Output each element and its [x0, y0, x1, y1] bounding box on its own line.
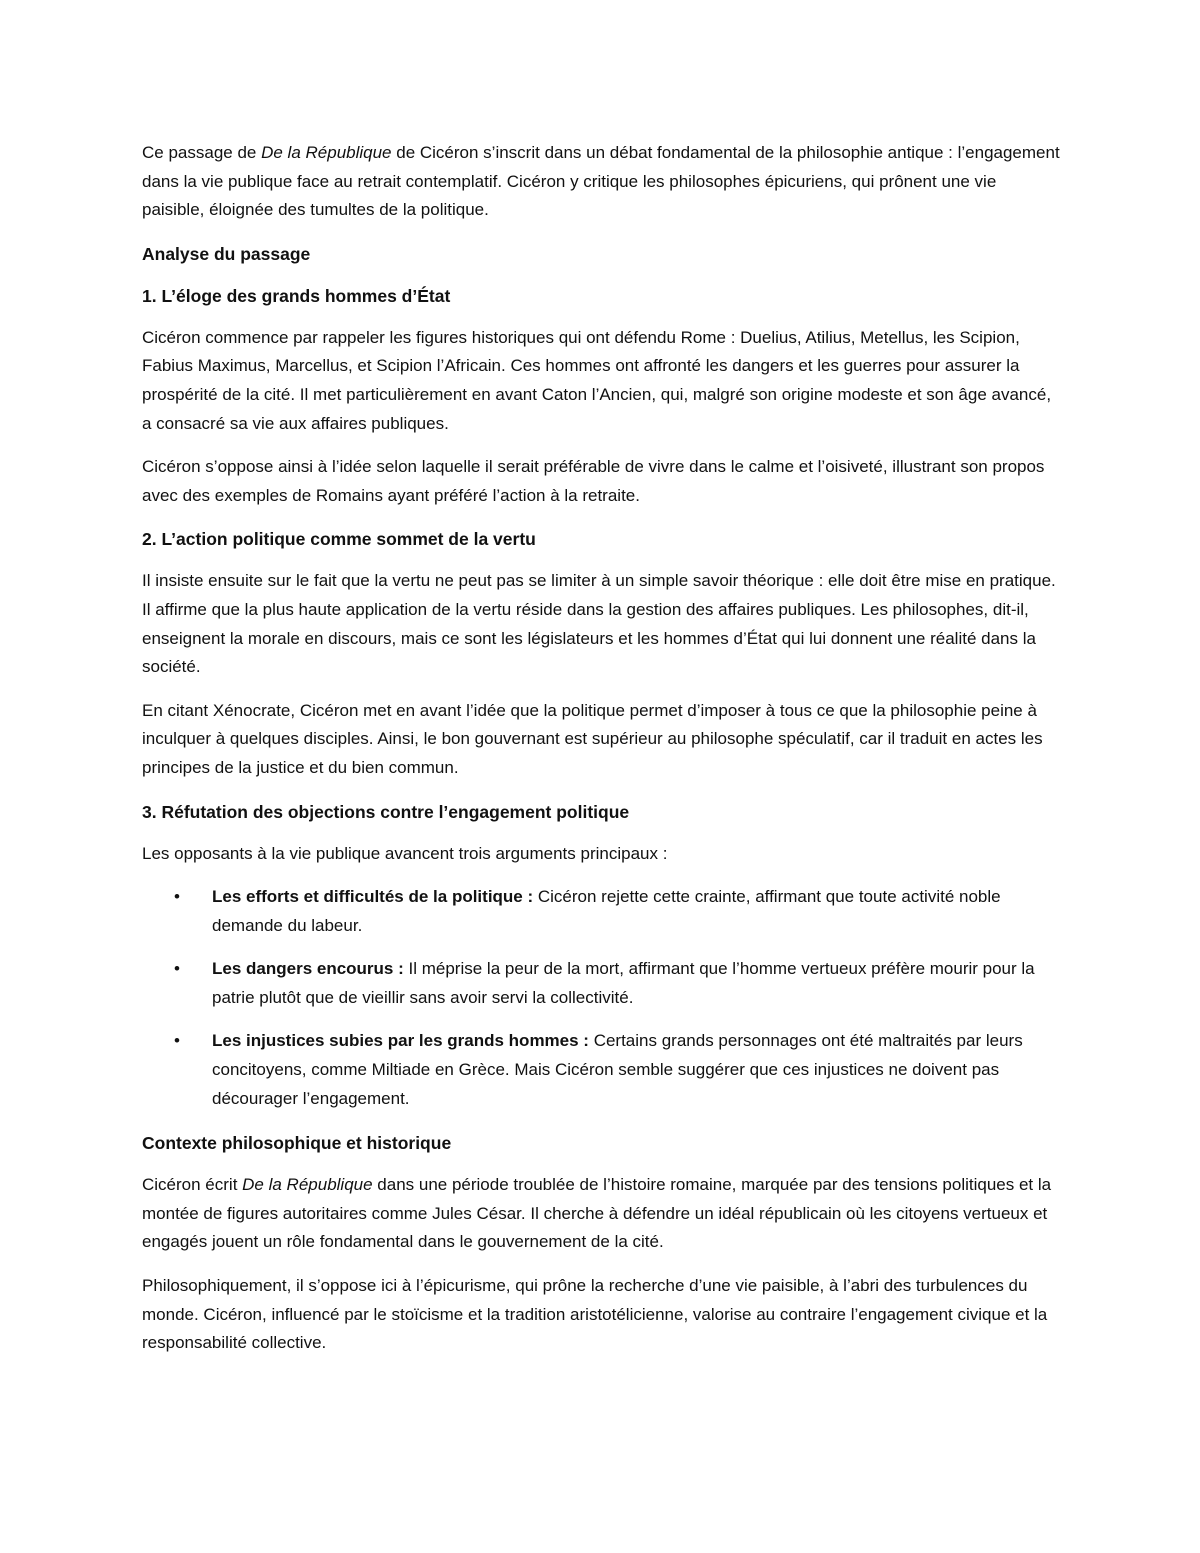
section-2-paragraph-2: En citant Xénocrate, Cicéron met en avant l’idée que la politique permet d’imposer à tous ce que la philosophie peine à inculquer à quelques disciples. Ainsi, le bon gouvernant est supérieur au philosophe spéculatif, car il traduit en actes les principes de la justice et du bien commun. [142, 700, 1043, 777]
bullet-text: Certains grands personnages ont été maltraités par leurs concitoyens, comme Miltiade en Grèce. Mais Cicéron semble suggérer que ces injustices ne doivent pas décourager l’engagement. [212, 1031, 1023, 1108]
list-item [142, 955, 1062, 1012]
list-item [142, 883, 1062, 940]
section-3-paragraph-1: Les opposants à la vie publique avancent trois arguments principaux : [142, 843, 668, 863]
intro-paragraph [142, 139, 1062, 225]
section-2-paragraph-1: Il insiste ensuite sur le fait que la vertu ne peut pas se limiter à un simple savoir théorique : elle doit être mise en pratique. Il affirme que la plus haute application de la vertu réside dans la gestion des affaires publiques. Les philosophes, dit-il, enseignent la morale en discours, mais ce sont les législateurs et les hommes d’État qui lui donnent une réalité dans la société. [142, 571, 1056, 677]
context-paragraph-1 [142, 1171, 1062, 1257]
document-page [142, 139, 1062, 1373]
list-item [142, 1027, 1062, 1113]
bullet-icon: • [174, 1031, 180, 1051]
context-heading: Contexte philosophique et historique [142, 1133, 452, 1154]
analysis-heading: Analyse du passage [142, 243, 311, 264]
bullet-icon: • [174, 887, 180, 907]
section-2-heading: 2. L’action politique comme sommet de la vertu [142, 529, 536, 550]
context-text-1: Cicéron écrit [142, 1175, 243, 1195]
section-3-heading: 3. Réfutation des objections contre l’engagement politique [142, 801, 630, 822]
section-1-paragraph-1: Cicéron commence par rappeler les figures historiques qui ont défendu Rome : Duelius, Atilius, Metellus, les Scipion, Fabius Maximus, Marcellus, et Scipion l’Africain. Ces hommes ont affronté les dangers et les guerres pour assurer la prospérité de la cité. Il met particulièrement en avant Caton l’Ancien, qui, malgré son origine modeste et son âge avancé, a consacré sa vie aux affaires publiques. [142, 327, 1052, 433]
context-book-title: De la République [242, 1175, 373, 1195]
intro-book-title: De la République [261, 143, 392, 162]
section-1-heading: 1. L’éloge des grands hommes d’État [142, 285, 451, 306]
bullet-text: Cicéron rejette cette crainte, affirmant que toute activité noble demande du labeur. [212, 887, 1001, 935]
intro-text-2: de Cicéron s’inscrit dans un débat fondamental de la philosophie antique : l’engagement dans la vie publique face au retrait contemplatif. Cicéron y critique les philosophes épicuriens, qui prônent une vie paisible, éloignée des tumultes de la politique. [142, 143, 1060, 220]
objections-list [142, 883, 1062, 1113]
bullet-bold-label: Les dangers encourus : [212, 959, 404, 979]
bullet-bold-label: Les efforts et difficultés de la politique : [212, 887, 534, 907]
intro-text-1: Ce passage de [142, 143, 262, 162]
section-1-paragraph-2: Cicéron s’oppose ainsi à l’idée selon laquelle il serait préférable de vivre dans le calme et l’oisiveté, illustrant son propos avec des exemples de Romains ayant préféré l’action à la retraite. [142, 457, 1045, 505]
context-paragraph-2: Philosophiquement, il s’oppose ici à l’épicurisme, qui prône la recherche d’une vie paisible, à l’abri des turbulences du monde. Cicéron, influencé par le stoïcisme et la tradition aristotélicienne, valorise au contraire l’engagement civique et la responsabilité collective. [142, 1276, 1048, 1353]
bullet-bold-label: Les injustices subies par les grands hommes : [212, 1031, 589, 1051]
bullet-text: Il méprise la peur de la mort, affirmant que l’homme vertueux préfère mourir pour la patrie plutôt que de vieillir sans avoir servi la collectivité. [212, 959, 1035, 1007]
bullet-icon: • [174, 959, 180, 979]
context-text-2: dans une période troublée de l’histoire romaine, marquée par des tensions politiques et la montée de figures autoritaires comme Jules César. Il cherche à défendre un idéal républicain où les citoyens vertueux et engagés jouent un rôle fondamental dans le gouvernement de la cité. [142, 1175, 1052, 1252]
